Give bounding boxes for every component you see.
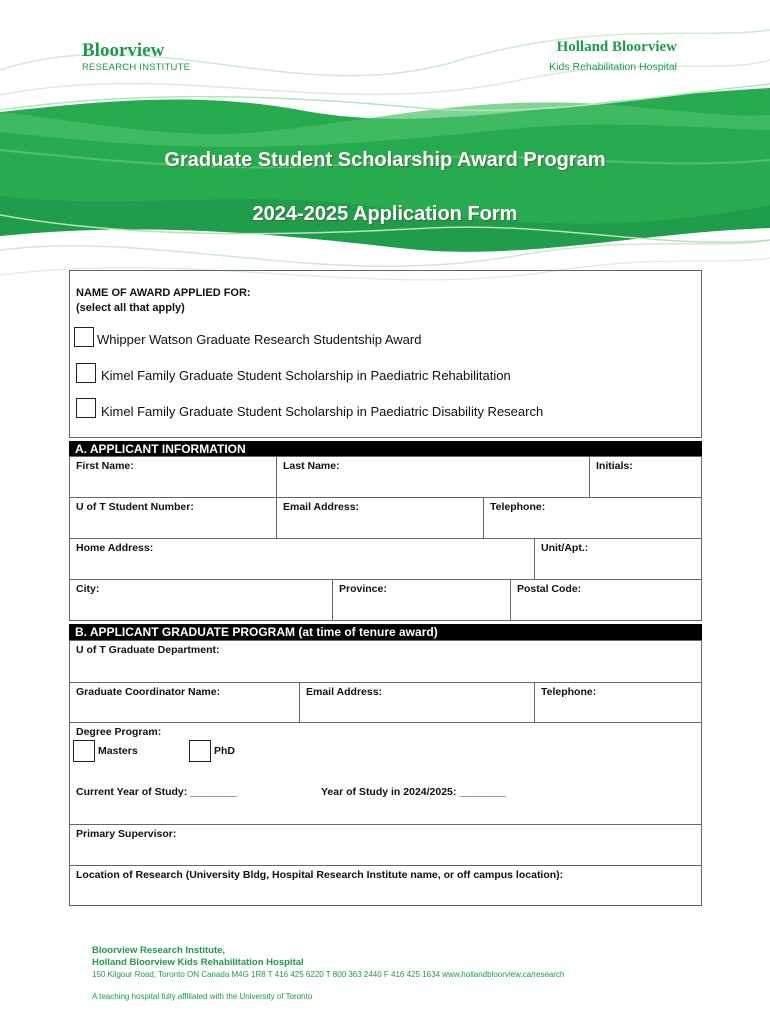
section-b-title: B. APPLICANT GRADUATE PROGRAM (at time of tenure award) bbox=[75, 625, 438, 639]
section-a-header bbox=[69, 441, 702, 457]
page-subtitle: 2024-2025 Application Form bbox=[252, 203, 518, 225]
award-option-label: Whipper Watson Graduate Research Studentship Award bbox=[97, 332, 422, 347]
student-number-field[interactable] bbox=[69, 497, 277, 539]
email-field[interactable] bbox=[276, 497, 484, 539]
student-number-label: U of T Student Number: bbox=[76, 501, 194, 513]
footer-contact: 150 Kilgour Road, Toronto ON Canada M4G 1R8 T 416 425 6220 T 800 363 2440 F 416 425 1634 www.hollandbloorview.ca/research bbox=[92, 970, 565, 979]
city-label: City: bbox=[76, 583, 100, 595]
initials-label: Initials: bbox=[596, 460, 633, 472]
award-option-label: Kimel Family Graduate Student Scholarship in Paediatric Disability Research bbox=[101, 404, 544, 419]
phd-label: PhD bbox=[214, 745, 235, 757]
award-subheading: (select all that apply) bbox=[76, 302, 185, 314]
page-title: Graduate Student Scholarship Award Program bbox=[164, 149, 606, 171]
postal-code-label: Postal Code: bbox=[517, 583, 582, 595]
unit-label: Unit/Apt.: bbox=[541, 542, 589, 554]
coordinator-email-label: Email Address: bbox=[306, 686, 383, 698]
initials-field[interactable] bbox=[589, 456, 702, 498]
coordinator-email-field[interactable] bbox=[299, 682, 535, 723]
bloorview-logo-sub: RESEARCH INSTITUTE bbox=[82, 62, 191, 73]
unit-field[interactable] bbox=[534, 538, 702, 580]
city-field[interactable] bbox=[69, 579, 333, 621]
footer-affiliation: A teaching hospital fully affiliated with the University of Toronto bbox=[92, 992, 313, 1001]
award-option-label: Kimel Family Graduate Student Scholarship in Paediatric Rehabilitation bbox=[101, 368, 511, 383]
masters-label: Masters bbox=[98, 745, 138, 757]
award-checkbox-whipper-watson[interactable] bbox=[74, 327, 94, 347]
award-selection-box bbox=[69, 270, 702, 438]
section-b-header bbox=[69, 624, 702, 640]
section-a-title: A. APPLICANT INFORMATION bbox=[75, 442, 246, 456]
award-checkbox-kimel-rehabilitation[interactable] bbox=[76, 363, 96, 383]
footer-hospital: Holland Bloorview Kids Rehabilitation Hospital bbox=[92, 957, 304, 968]
province-label: Province: bbox=[339, 583, 387, 595]
last-name-field[interactable] bbox=[276, 456, 590, 498]
email-label: Email Address: bbox=[283, 501, 360, 513]
research-location-label: Location of Research (University Bldg, Hospital Research Institute name, or off campus location): bbox=[76, 869, 564, 881]
current-year-of-study-field[interactable]: Current Year of Study: ________ bbox=[76, 786, 237, 798]
coordinator-name-field[interactable] bbox=[69, 682, 300, 723]
research-location-field[interactable] bbox=[69, 865, 702, 906]
home-address-field[interactable] bbox=[69, 538, 535, 580]
award-checkbox-kimel-disability-research[interactable] bbox=[76, 398, 96, 418]
year-of-study-2024-field[interactable]: Year of Study in 2024/2025: ________ bbox=[321, 786, 507, 798]
primary-supervisor-label: Primary Supervisor: bbox=[76, 828, 177, 840]
award-heading: NAME OF AWARD APPLIED FOR: bbox=[76, 287, 251, 299]
coordinator-telephone-field[interactable] bbox=[534, 682, 702, 723]
last-name-label: Last Name: bbox=[283, 460, 340, 472]
degree-program-section bbox=[69, 722, 702, 825]
holland-bloorview-logo-sub: Kids Rehabilitation Hospital bbox=[549, 61, 677, 73]
degree-program-label: Degree Program: bbox=[76, 726, 162, 738]
coordinator-telephone-label: Telephone: bbox=[541, 686, 597, 698]
holland-bloorview-logo-name: Holland Bloorview bbox=[556, 39, 677, 55]
primary-supervisor-field[interactable] bbox=[69, 824, 702, 866]
home-address-label: Home Address: bbox=[76, 542, 154, 554]
first-name-label: First Name: bbox=[76, 460, 134, 472]
coordinator-name-label: Graduate Coordinator Name: bbox=[76, 686, 221, 698]
province-field[interactable] bbox=[332, 579, 511, 621]
phd-checkbox[interactable] bbox=[189, 740, 211, 762]
telephone-field[interactable] bbox=[483, 497, 702, 539]
masters-checkbox[interactable] bbox=[73, 740, 95, 762]
footer-institute: Bloorview Research Institute, bbox=[92, 945, 226, 956]
first-name-field[interactable] bbox=[69, 456, 277, 498]
graduate-department-field[interactable] bbox=[69, 640, 702, 683]
graduate-department-label: U of T Graduate Department: bbox=[76, 644, 220, 656]
telephone-label: Telephone: bbox=[490, 501, 546, 513]
postal-code-field[interactable] bbox=[510, 579, 702, 621]
bloorview-logo-name: Bloorview bbox=[82, 40, 165, 61]
